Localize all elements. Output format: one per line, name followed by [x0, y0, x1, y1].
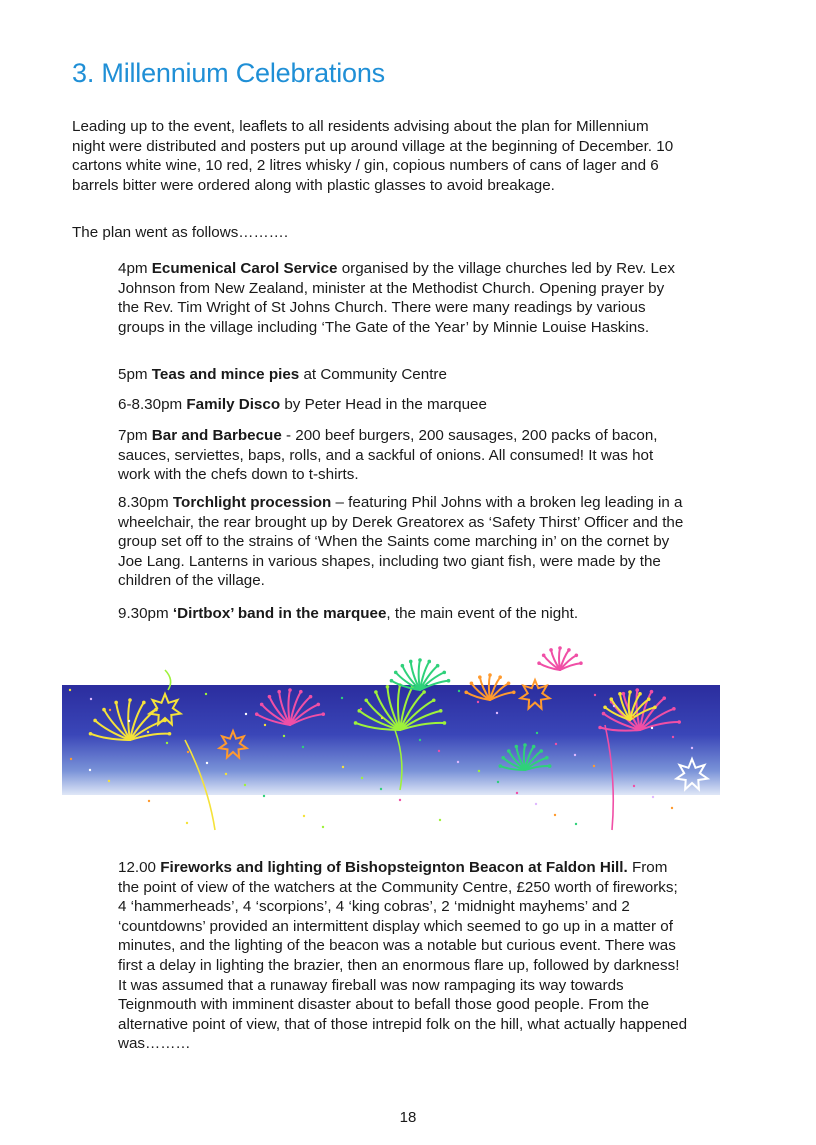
firework-spark [163, 719, 167, 723]
sparkle-dot [264, 724, 266, 726]
firework-spark [443, 721, 447, 725]
fireworks-illustration [0, 630, 816, 850]
sparkle-dot [613, 705, 615, 707]
sparkle-dot [109, 709, 111, 711]
sparkle-dot [90, 698, 92, 700]
sparkle-dot [128, 720, 130, 722]
event-text: , the main event of the night. [386, 605, 579, 622]
event-time: 7pm [118, 427, 148, 444]
event-text: at Community Centre [299, 366, 447, 383]
firework-spark [532, 745, 536, 749]
event-item [118, 604, 688, 624]
firework-spark [114, 701, 118, 705]
event-time: 8.30pm [118, 494, 169, 511]
sparkle-dot [691, 747, 693, 749]
sparkle-dot [244, 784, 246, 786]
event-text: From the point of view of the watchers at the Community Centre, £250 worth of fireworks; 4 ‘hammerheads’, 4 ‘scorpions’, 4 ‘king cobras’, 2 ‘midnight mayhems’ and 2 ‘countdowns’ provided an intermittent display which seemed to go up in a matter of minutes, and the lighting of the beacon was a notable but curious event. There was first a delay in lighting the brazier, then an enormous flare up, followed by darkness! It was assumed that a runaway fireball was now rampaging its way towards Teignmouth with imminent disaster about to befall those good people. From the alternative point of view, that of those intrepid folk on the hill, what actually happened was……… [118, 859, 688, 1053]
sparkle-dot [322, 826, 324, 828]
sparkle-dot [477, 701, 479, 703]
sparkle-dot [284, 804, 286, 806]
sparkle-dot [147, 731, 149, 733]
firework-spark [575, 653, 579, 657]
firework-spark [537, 661, 541, 665]
firework-ray [419, 660, 420, 690]
firework-spark [409, 660, 413, 664]
event-time: 9.30pm [118, 605, 169, 622]
firework-spark [168, 732, 172, 736]
star-firework-icon [219, 731, 246, 758]
sparkle-dot [399, 799, 401, 801]
sparkle-dot [458, 690, 460, 692]
firework-spark [427, 660, 431, 664]
sparkle-dot [672, 736, 674, 738]
firework-spark [558, 646, 562, 650]
sparkle-dot [167, 811, 169, 813]
event-text: - 200 beef burgers, 200 sausages, 200 packs of bacon, sauces, serviettes, baps, rolls, and a sackful of onions. All consumed! It was hot work with the chefs down to t-shirts. [118, 427, 658, 484]
sparkle-dot [594, 694, 596, 696]
firework-spark [539, 749, 543, 753]
sparkle-dot [302, 746, 304, 748]
firework-spark [364, 698, 368, 702]
sparkle-dot [536, 732, 538, 734]
event-time: 5pm [118, 366, 148, 383]
firework-ray [366, 700, 400, 730]
sparkle-dot [555, 743, 557, 745]
firework-spark [638, 692, 642, 696]
sparkle-dot [206, 762, 208, 764]
firework-spark [478, 675, 482, 679]
firework-spark [523, 743, 527, 747]
sparkle-dot [439, 819, 441, 821]
firework-spark [672, 707, 676, 711]
event-text: organised by the village churches led by Rev. Lex Johnson from New Zealand, minister at the Methodist Church. Opening prayer by the Rev. Tim Wright of St Johns Church. There were many readings by various groups in the village including ‘The Gate of the Year’ by Minnie Louise Haskins. [118, 260, 675, 336]
firework-spark [498, 675, 502, 679]
firework-spark [394, 671, 398, 675]
firework-spark [354, 721, 358, 725]
page-title: 3. Millennium Celebrations [72, 58, 385, 88]
firework-spark [647, 697, 651, 701]
firework-spark [549, 648, 553, 652]
firework-spark [501, 756, 505, 760]
firework-spark [622, 692, 626, 696]
firework-spark [418, 658, 422, 662]
firework-spark [602, 712, 606, 716]
sparkle-dot [245, 713, 247, 715]
plan-lead-paragraph: The plan went as follows………. [72, 224, 289, 241]
firework-spark [609, 697, 613, 701]
firework-spark [374, 690, 378, 694]
sparkle-dot [186, 822, 188, 824]
firework-spark [635, 688, 639, 692]
firework-spark [89, 732, 93, 736]
firework-spark [288, 688, 292, 692]
firework-trail [165, 670, 171, 690]
firework-trail [395, 730, 402, 790]
sparkle-dot [263, 795, 265, 797]
event-text: – featuring Phil Johns with a broken leg leading in a wheelchair, the rear brought up by Derek Greatorex as ‘Safety Thirst’ Officer and the group set off to the strains of ‘When the Saints come marching in’ on the cornet by Joe Lang. Lanterns in various shapes, including two giant fish, were made by the children of the village. [118, 494, 684, 590]
sparkle-dot [535, 803, 537, 805]
firework-spark [401, 664, 405, 668]
sparkle-dot [166, 742, 168, 744]
firework-ray [489, 675, 490, 700]
firework-spark [447, 679, 451, 683]
firework-spark [507, 749, 511, 753]
firework-spark [598, 726, 602, 730]
event-heading: Teas and mince pies [151, 366, 300, 383]
sparkle-dot [574, 754, 576, 756]
firework-ray [629, 692, 630, 720]
event-heading: Ecumenical Carol Service [151, 260, 338, 277]
firework-spark [662, 696, 666, 700]
firework-spark [154, 708, 158, 712]
firework-spark [260, 703, 264, 707]
firework-spark [386, 685, 390, 689]
sparkle-dot [554, 814, 556, 816]
event-time: 12.00 [118, 859, 157, 876]
firework-spark [442, 671, 446, 675]
firework-spark [277, 690, 281, 694]
sparkle-dot [690, 818, 692, 820]
firework-ray [398, 685, 400, 730]
firework-spark [299, 690, 303, 694]
sparkle-dot [148, 800, 150, 802]
firework-ray [288, 690, 290, 725]
firework-spark [317, 703, 321, 707]
page-number: 18 [399, 1109, 417, 1126]
firework-spark [321, 712, 325, 716]
event-item [118, 858, 688, 1054]
sparkle-dot [341, 697, 343, 699]
firework-spark [309, 695, 313, 699]
firework-ray [400, 711, 441, 730]
sparkle-dot [671, 807, 673, 809]
event-item [118, 395, 688, 415]
sparkle-dot [651, 727, 653, 729]
sparkle-dot [652, 796, 654, 798]
sparkle-dot [69, 689, 71, 691]
sparkle-dot [593, 765, 595, 767]
firework-spark [439, 709, 443, 713]
sparkle-dot [361, 777, 363, 779]
firework-spark [255, 712, 259, 716]
firework-spark [579, 661, 583, 665]
firework-spark [653, 705, 657, 709]
firework-spark [268, 695, 272, 699]
firework-spark [93, 719, 97, 723]
firework-spark [488, 673, 492, 677]
firework-spark [548, 764, 552, 768]
sparkle-dot [342, 766, 344, 768]
sparkle-dot [225, 773, 227, 775]
sparkle-dot [89, 769, 91, 771]
firework-spark [422, 690, 426, 694]
star-firework-icon [520, 680, 549, 709]
firework-spark [102, 708, 106, 712]
sparkle-dot [283, 735, 285, 737]
firework-spark [512, 690, 516, 694]
event-item [118, 259, 688, 337]
sparkle-dot [380, 788, 382, 790]
sparkle-dot [478, 770, 480, 772]
firework-spark [390, 679, 394, 683]
firework-spark [618, 692, 622, 696]
firework-spark [650, 690, 654, 694]
firework-spark [542, 653, 546, 657]
firework-spark [567, 648, 571, 652]
firework-spark [432, 698, 436, 702]
firework-spark [499, 764, 503, 768]
sparkle-dot [496, 712, 498, 714]
firework-spark [507, 681, 511, 685]
sparkle-dot [205, 693, 207, 695]
sparkle-dot [457, 761, 459, 763]
firework-spark [677, 720, 681, 724]
event-time: 4pm [118, 260, 148, 277]
sparkle-dot [360, 708, 362, 710]
firework-spark [545, 756, 549, 760]
sparkle-dot [419, 739, 421, 741]
firework-spark [628, 690, 632, 694]
sparkle-dot [633, 785, 635, 787]
firework-spark [464, 690, 468, 694]
event-item [118, 426, 688, 485]
sparkle-dot [575, 823, 577, 825]
firework-spark [515, 745, 519, 749]
sparkle-dot [381, 717, 383, 719]
sparkle-dot [497, 781, 499, 783]
event-text: by Peter Head in the marquee [280, 396, 487, 413]
firework-spark [128, 698, 132, 702]
sparkle-dot [516, 792, 518, 794]
firework-trail [605, 725, 613, 830]
firework-spark [436, 664, 440, 668]
firework-spark [142, 701, 146, 705]
star-firework-icon [676, 759, 707, 789]
event-heading: Bar and Barbecue [151, 427, 282, 444]
event-heading: Family Disco [186, 396, 281, 413]
event-heading: ‘Dirtbox’ band in the marquee [172, 605, 387, 622]
sparkle-dot [400, 728, 402, 730]
event-item [118, 493, 688, 591]
firework-spark [603, 705, 607, 709]
event-heading: Fireworks and lighting of Bishopsteignton Beacon at Faldon Hill. [160, 859, 628, 876]
intro-paragraph: Leading up to the event, leaflets to all residents advising about the plan for Millennium night were distributed and posters put up around village at the beginning of December. 10 cartons white wine, 10 red, 2 litres whisky / gin, copious numbers of cans of lager and 6 barrels bitter were ordered along with plastic glasses to avoid breakage. [72, 118, 674, 194]
sparkle-dot [70, 758, 72, 760]
sparkle-dot [632, 716, 634, 718]
sparkle-dot [187, 751, 189, 753]
sparkle-dot [303, 815, 305, 817]
sparkle-dot [108, 780, 110, 782]
firework-spark [470, 681, 474, 685]
event-heading: Torchlight procession [172, 494, 332, 511]
event-time: 6-8.30pm [118, 396, 183, 413]
sparkle-dot [438, 750, 440, 752]
event-item [118, 365, 688, 385]
firework-trail [185, 740, 215, 830]
firework-ray [559, 648, 560, 670]
